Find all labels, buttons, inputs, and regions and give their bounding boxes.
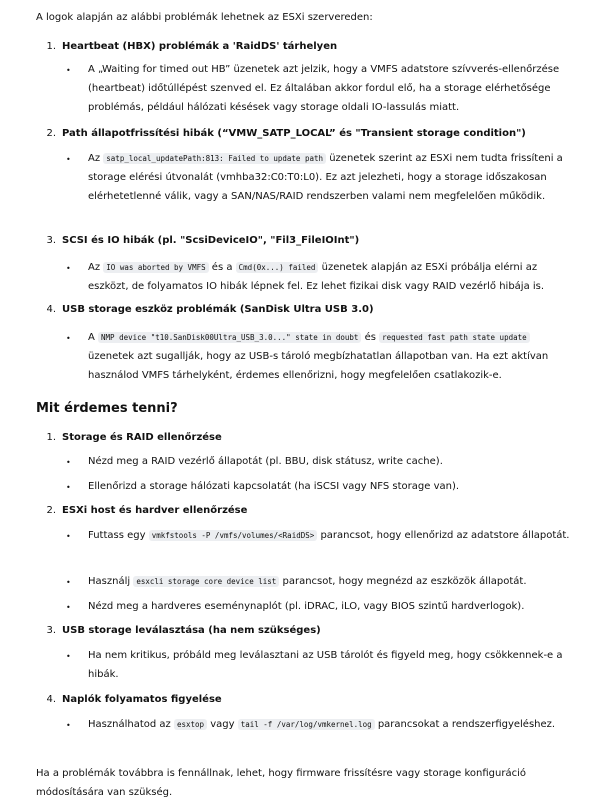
- inline-code: esxcli storage core device list: [133, 576, 279, 587]
- item-body: [88, 149, 578, 206]
- item-body: [88, 328, 578, 385]
- body-text: üzenetek alapján az ESXi próbálja elérni az eszközt, de folyamatos IO hibák lépnek fel. Ez lehet fizikai disk vagy RAID vezérlő hibája is.: [88, 262, 545, 292]
- item-number: 3.: [46, 235, 56, 246]
- body-text: parancsokat a rendszerfigyeléshez.: [374, 719, 556, 730]
- body-text: Nézd meg a RAID vezérlő állapotát (pl. BBU, disk státusz, write cache).: [88, 456, 443, 467]
- item-number: 3.: [46, 625, 56, 636]
- item-title: Storage és RAID ellenőrzése: [62, 432, 222, 443]
- item-title: Path állapotfrissítési hibák (“VMW_SATP_LOCAL” és "Transient storage condition"): [62, 128, 526, 139]
- body-text: és: [361, 332, 380, 343]
- item-body: [88, 60, 578, 117]
- item-body: [88, 715, 578, 734]
- body-text: Az: [88, 153, 104, 164]
- body-text: és a: [208, 262, 236, 273]
- inline-code: IO was aborted by VMFS: [103, 262, 208, 273]
- body-text: Ha nem kritikus, próbáld meg leválasztani az USB tárolót és figyeld meg, hogy csökkennek-e a hibák.: [88, 650, 563, 680]
- item-body: [88, 452, 578, 471]
- body-text: Nézd meg a hardveres eseménynaplót (pl. iDRAC, iLO, vagy BIOS szintű hardverlogok).: [88, 601, 525, 612]
- bullet-marker: •: [66, 264, 71, 273]
- body-text: parancsot, hogy megnézd az eszközök állapotát.: [279, 576, 527, 587]
- inline-code: requested fast path state update: [379, 332, 530, 343]
- body-text: Ellenőrizd a storage hálózati kapcsolatát (ha iSCSI vagy NFS storage van).: [88, 481, 460, 492]
- item-body: [88, 597, 578, 616]
- item-title: USB storage eszköz problémák (SanDisk Ultra USB 3.0): [62, 304, 374, 315]
- item-number: 2.: [46, 128, 56, 139]
- inline-code: Cmd(0x...) failed: [236, 262, 319, 273]
- item-body: [88, 646, 578, 684]
- item-number: 1.: [46, 432, 56, 443]
- item-body: [88, 572, 578, 591]
- item-number: 4.: [46, 694, 56, 705]
- body-text: Használj: [88, 576, 134, 587]
- bullet-marker: •: [66, 721, 71, 730]
- item-title: SCSI és IO hibák (pl. "ScsiDeviceIO", "Fil3_FileIOInt"): [62, 235, 360, 246]
- body-text: üzenetek azt sugallják, hogy az USB-s tároló megbízhatatlan állapotban van. Ha ezt aktívan használod VMFS tárhelyként, érdemes ellenőrizni, hogy megfelelően csatlakozik-e.: [88, 351, 549, 381]
- body-text: Az: [88, 262, 104, 273]
- item-title: USB storage leválasztása (ha nem szükséges): [62, 625, 321, 636]
- inline-code: NMP device "t10.SanDisk00Ultra_USB_3.0..." state in doubt: [98, 332, 361, 343]
- item-number: 4.: [46, 304, 56, 315]
- item-number: 1.: [46, 41, 56, 52]
- inline-code: esxtop: [174, 719, 207, 730]
- bullet-marker: •: [66, 652, 71, 661]
- body-text: Futtass egy: [88, 530, 149, 541]
- bullet-marker: •: [66, 532, 71, 541]
- bullet-marker: •: [66, 483, 71, 492]
- body-text: üzenetek szerint az ESXi nem tudta frissíteni a storage elérési útvonalát (vmhba32:C0:T0:L0). Ez azt jelezheti, hogy a storage időszakosan elérhetetlenné válik, vagy a SAN/NAS/RAID rendszerben valami nem megfelelően működik.: [88, 153, 563, 202]
- item-title: Heartbeat (HBX) problémák a 'RaidDS' tárhelyen: [62, 41, 338, 52]
- item-title: Naplók folyamatos figyelése: [62, 694, 222, 705]
- inline-code: satp_local_updatePath:813: Failed to update path: [103, 153, 326, 164]
- item-number: 2.: [46, 505, 56, 516]
- section-heading: Mit érdemes tenni?: [36, 401, 178, 416]
- bullet-marker: •: [66, 603, 71, 612]
- body-text: vagy: [207, 719, 238, 730]
- intro-text: A logok alapján az alábbi problémák lehetnek az ESXi szervereden:: [36, 12, 373, 23]
- item-body: [88, 477, 578, 496]
- inline-code: vmkfstools -P /vmfs/volumes/<RaidDS>: [149, 530, 318, 541]
- item-title: ESXi host és hardver ellenőrzése: [62, 505, 248, 516]
- body-text: Használhatod az: [88, 719, 174, 730]
- inline-code: tail -f /var/log/vmkernel.log: [238, 719, 375, 730]
- outro-text: Ha a problémák továbbra is fennállnak, lehet, hogy firmware frissítésre vagy storage konfiguráció módosítására van szükség.: [36, 768, 527, 798]
- body-text: A: [88, 332, 99, 343]
- body-text: parancsot, hogy ellenőrizd az adatstore állapotát.: [317, 530, 570, 541]
- bullet-marker: •: [66, 334, 71, 343]
- item-body: [88, 258, 578, 296]
- item-body: [88, 526, 578, 545]
- bullet-marker: •: [66, 578, 71, 587]
- bullet-marker: •: [66, 458, 71, 467]
- bullet-marker: •: [66, 66, 71, 75]
- body-text: A „Waiting for timed out HB” üzenetek azt jelzik, hogy a VMFS adatstore szívverés-ellenőrzése (heartbeat) időtúllépést szenved el. Ez általában akkor fordul elő, ha a storage elérhetősége problémás, például hálózati késések vagy storage oldali IO-lassulás miatt.: [88, 64, 560, 113]
- bullet-marker: •: [66, 155, 71, 164]
